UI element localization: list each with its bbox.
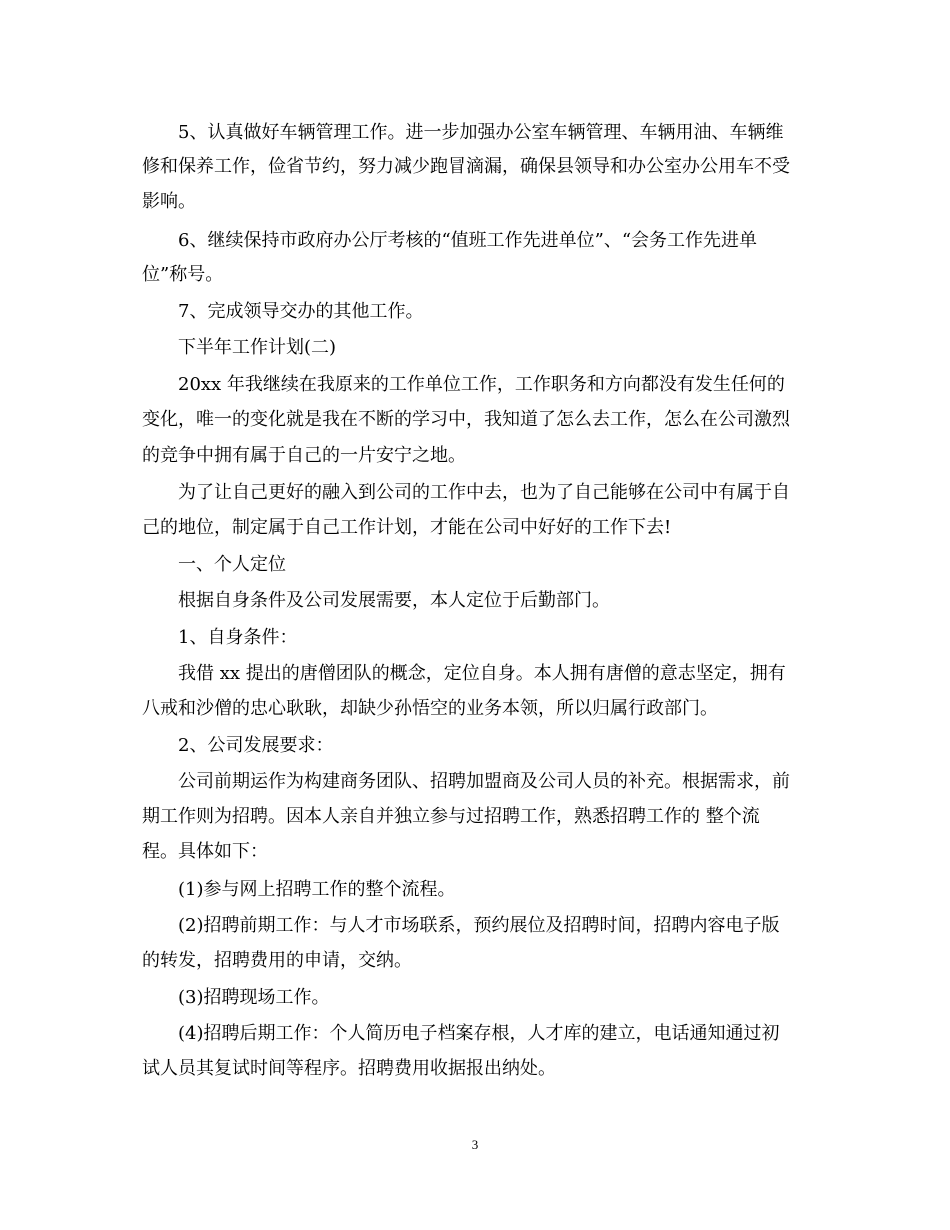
text-line: 位”称号。	[142, 264, 224, 285]
list-item: (4)招聘后期工作：个人简历电子档案存根，人才库的建立，电话通知通过初	[178, 1023, 780, 1044]
text-line: 期工作则为招聘。因本人亲自并独立参与过招聘工作，熟悉招聘工作的 整个流	[142, 806, 760, 827]
text-line: 6、继续保持市政府办公厅考核的“值班工作先进单位”、“会务工作先进单	[178, 230, 758, 251]
text-line: 程。具体如下：	[142, 841, 268, 862]
text-line: 的竞争中拥有属于自己的一片安宁之地。	[142, 445, 466, 466]
section-heading: 下半年工作计划(二)	[178, 337, 337, 358]
text-line: 20xx 年我继续在我原来的工作单位工作，工作职务和方向都没有发生任何的	[178, 374, 785, 395]
text-line: 己的地位，制定属于自己工作计划，才能在公司中好好的工作下去!	[142, 517, 672, 538]
page-number: 3	[471, 1137, 479, 1152]
section-heading: 一、个人定位	[178, 554, 286, 575]
text-line: 5、认真做好车辆管理工作。进一步加强办公室车辆管理、车辆用油、车辆维	[178, 122, 784, 143]
list-item: (3)招聘现场工作。	[178, 987, 330, 1008]
text-line: 根据自身条件及公司发展需要，本人定位于后勤部门。	[178, 590, 610, 611]
text-line: 影响。	[142, 191, 196, 212]
text-line: 我借 xx 提出的唐僧团队的概念，定位自身。本人拥有唐僧的意志坚定，拥有	[178, 663, 786, 684]
text-line: 修和保养工作，俭省节约，努力减少跑冒滴漏，确保县领导和办公室办公用车不受	[142, 156, 790, 177]
list-item: (2)招聘前期工作：与人才市场联系，预约展位及招聘时间，招聘内容电子版	[178, 915, 780, 936]
subsection-heading: 1、自身条件：	[178, 627, 298, 648]
text-line: 7、完成领导交办的其他工作。	[178, 301, 424, 322]
text-line: 的转发，招聘费用的申请，交纳。	[142, 950, 412, 971]
text-line: 变化，唯一的变化就是我在不断的学习中，我知道了怎么去工作，怎么在公司激烈	[142, 409, 790, 430]
text-line: 试人员其复试时间等程序。招聘费用收据报出纳处。	[142, 1058, 556, 1079]
list-item: (1)参与网上招聘工作的整个流程。	[178, 879, 456, 900]
subsection-heading: 2、公司发展要求：	[178, 735, 334, 756]
text-line: 八戒和沙僧的忠心耿耿，却缺少孙悟空的业务本领，所以归属行政部门。	[142, 698, 718, 719]
text-line: 公司前期运作为构建商务团队、招聘加盟商及公司人员的补充。根据需求，前	[178, 771, 790, 792]
text-line: 为了让自己更好的融入到公司的工作中去，也为了自己能够在公司中有属于自	[178, 482, 790, 503]
